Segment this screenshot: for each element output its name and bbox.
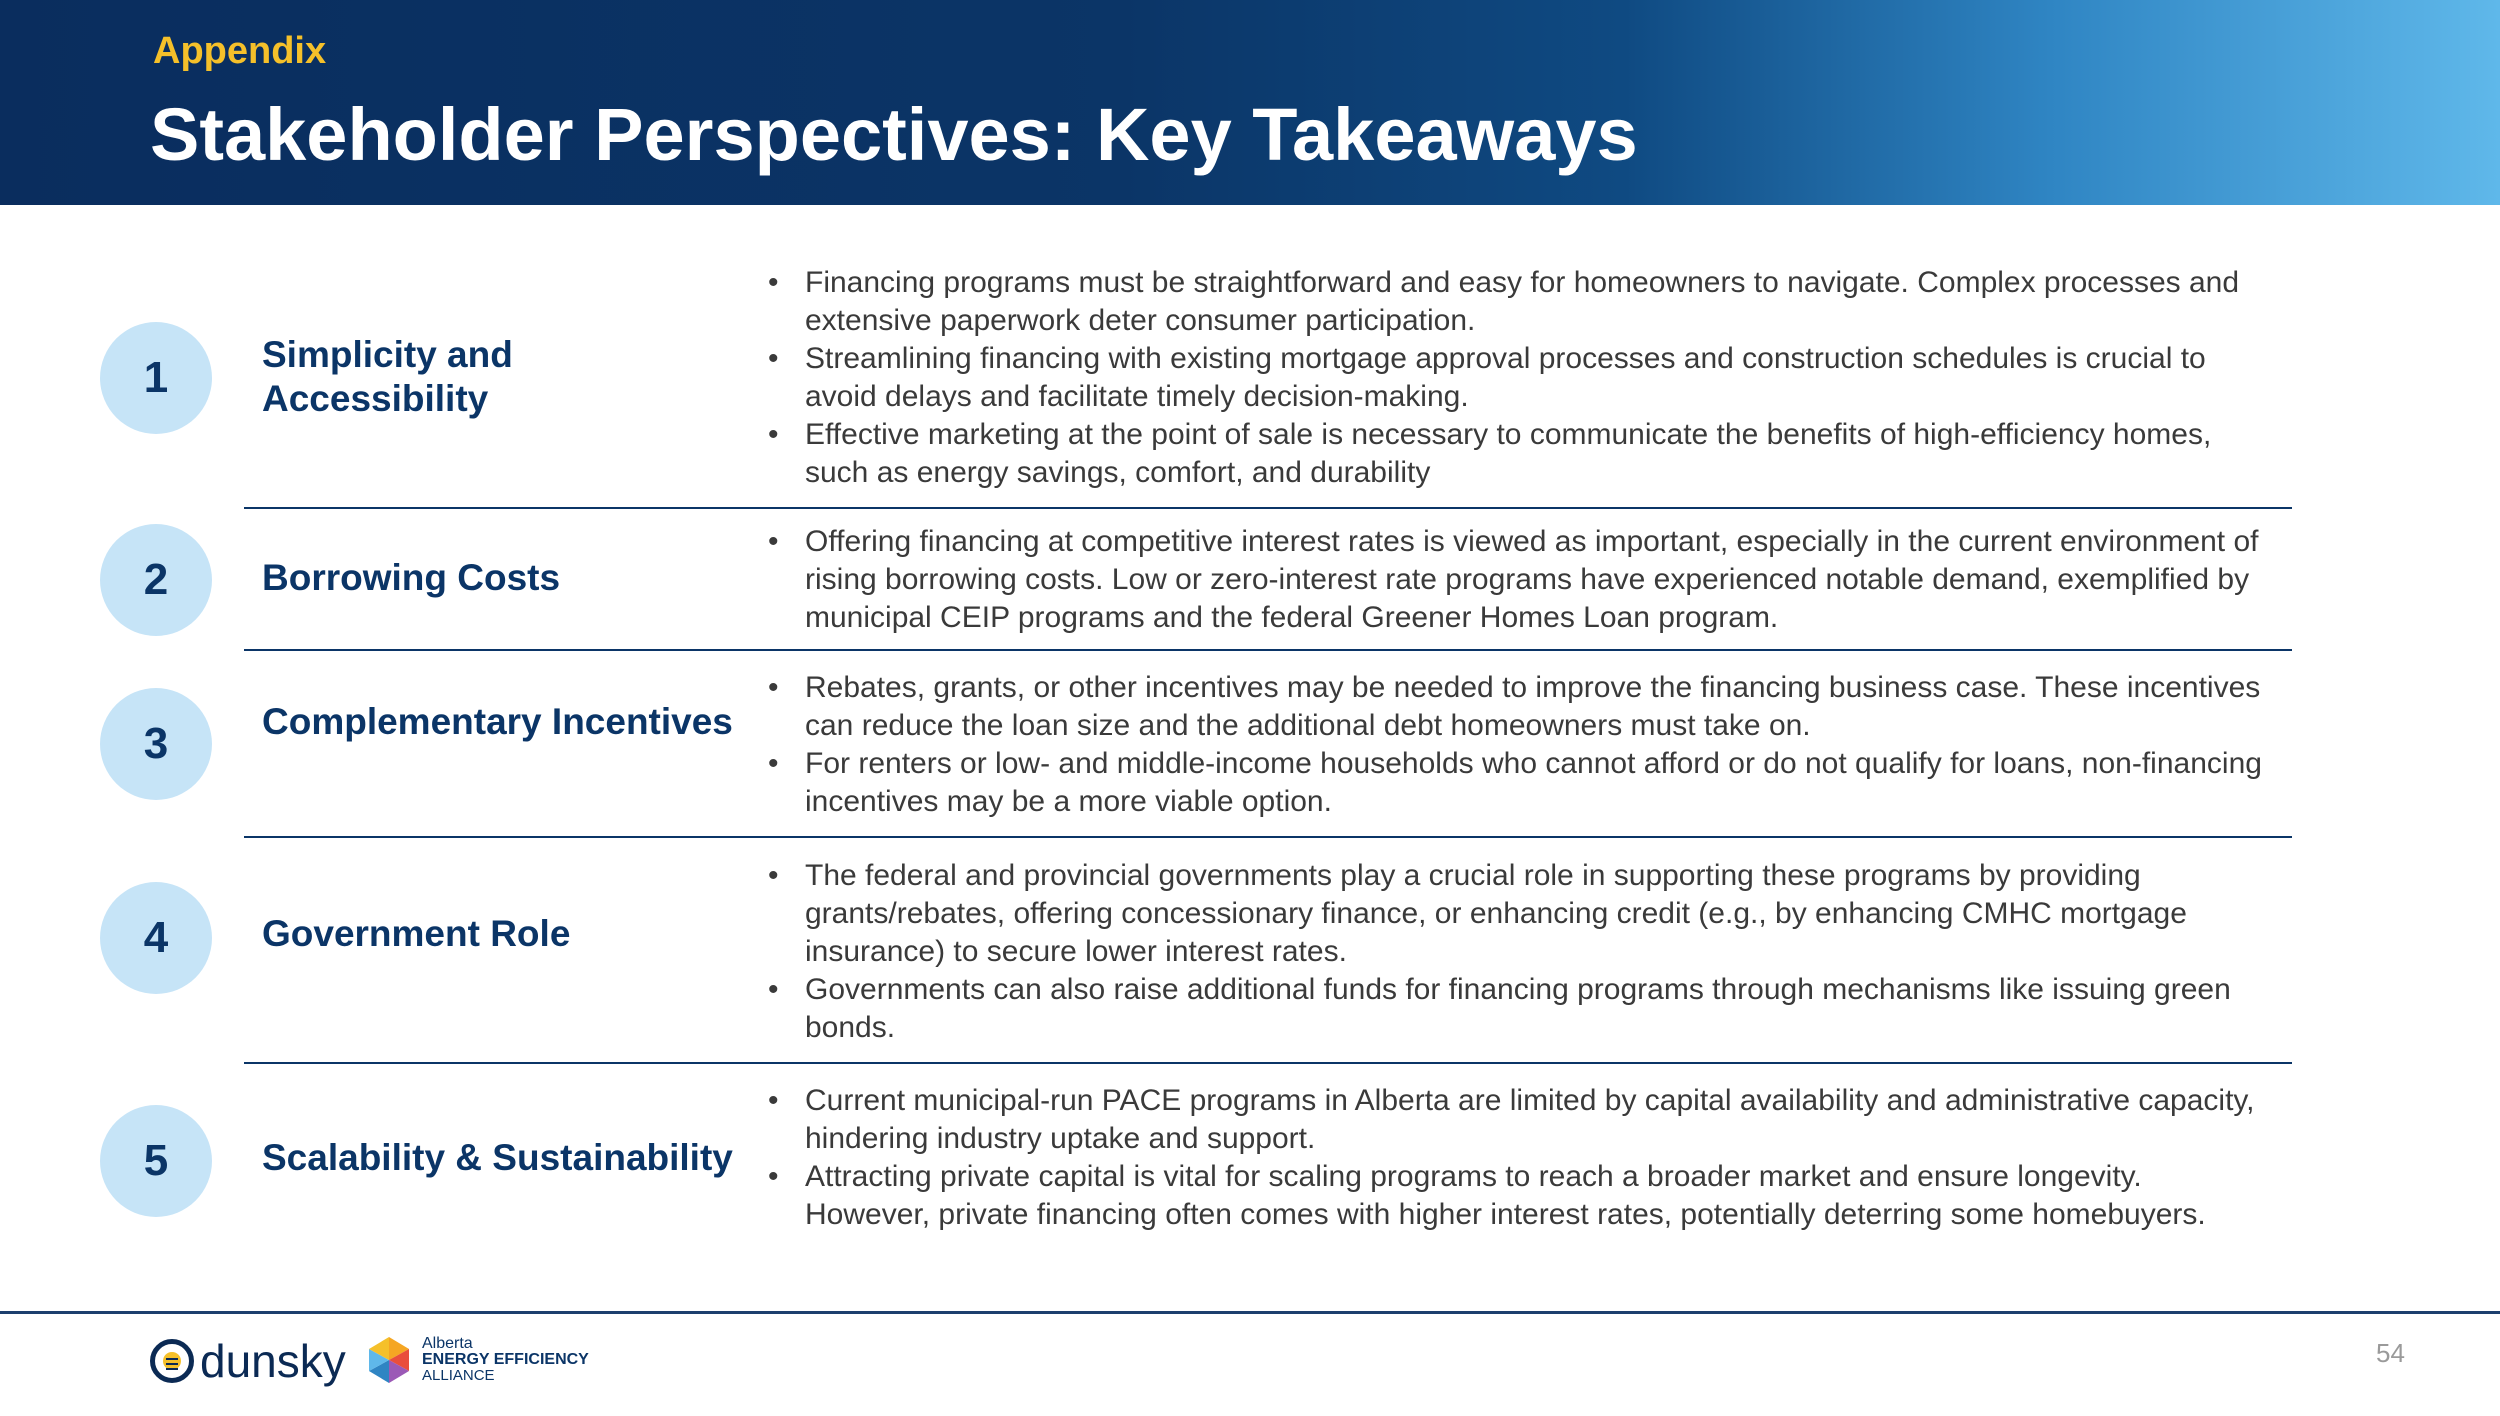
row-divider <box>244 649 2292 651</box>
dunsky-logo-icon <box>150 1339 194 1383</box>
number-badge: 4 <box>100 882 212 994</box>
aeea-logo-icon <box>364 1335 414 1385</box>
number-badge: 2 <box>100 524 212 636</box>
aeea-logo-line-3: ALLIANCE <box>422 1367 495 1384</box>
aeea-logo-line-2: ENERGY EFFICIENCY <box>422 1351 589 1368</box>
bullet-item: • Streamlining financing with existing mortgage approval processes and construction schedules is crucial to avoid delays and facilitate timely decision-making. <box>768 340 2268 416</box>
row-title: Government Role <box>262 913 571 954</box>
row-divider <box>244 1062 2292 1064</box>
row-title: Simplicity and Accessibility <box>262 334 513 419</box>
bullet-list <box>768 669 2268 821</box>
number-badge: 1 <box>100 322 212 434</box>
number-badge: 3 <box>100 688 212 800</box>
bullet-list <box>768 1082 2268 1234</box>
bullet-item: • Current municipal-run PACE programs in Alberta are limited by capital availability and administrative capacity, hindering industry uptake and support. <box>768 1082 2268 1158</box>
bullet-item: • Attracting private capital is vital for scaling programs to reach a broader market and ensure longevity. However, private financing often comes with higher interest rates, potentially deterring some homebuyers. <box>768 1158 2268 1234</box>
dunsky-logo-text: dunsky <box>200 1335 346 1387</box>
bullet-item: • Rebates, grants, or other incentives may be needed to improve the financing business case. These incentives can reduce the loan size and the additional debt homeowners must take on. <box>768 669 2268 745</box>
bullet-list <box>768 523 2268 637</box>
bullet-item: • Governments can also raise additional funds for financing programs through mechanisms like issuing green bonds. <box>768 971 2268 1047</box>
aeea-logo-line-1: Alberta <box>422 1335 473 1352</box>
page-number: 54 <box>2376 1338 2405 1368</box>
bullet-item: • The federal and provincial governments play a crucial role in supporting these programs by providing grants/rebates, offering concessionary finance, or enhancing credit (e.g., by enhancing CMHC mortgage insurance) to secure lower interest rates. <box>768 857 2268 971</box>
aeea-logo <box>364 1328 589 1392</box>
bullet-item: • Financing programs must be straightforward and easy for homeowners to navigate. Complex processes and extensive paperwork deter consumer participation. <box>768 264 2268 340</box>
page-title: Stakeholder Perspectives: Key Takeaways <box>150 93 1638 176</box>
row-divider <box>244 507 2292 509</box>
footer-divider <box>0 1311 2500 1314</box>
bullet-item: • For renters or low- and middle-income households who cannot afford or do not qualify for loans, non-financing incentives may be a more viable option. <box>768 745 2268 821</box>
row-divider <box>244 836 2292 838</box>
number-badge: 5 <box>100 1105 212 1217</box>
row-title: Complementary Incentives <box>262 701 733 742</box>
bullet-item: • Offering financing at competitive interest rates is viewed as important, especially in the current environment of rising borrowing costs. Low or zero-interest rate programs have experienced notable demand, exemplified by municipal CEIP programs and the federal Greener Homes Loan program. <box>768 523 2268 637</box>
row-title: Borrowing Costs <box>262 557 561 598</box>
header-banner <box>0 0 2500 205</box>
bullet-list <box>768 857 2268 1047</box>
bullet-item: • Effective marketing at the point of sale is necessary to communicate the benefits of high-efficiency homes, such as energy savings, comfort, and durability <box>768 416 2268 492</box>
dunsky-logo <box>150 1333 346 1389</box>
row-title: Scalability & Sustainability <box>262 1137 733 1178</box>
section-label: Appendix <box>153 30 327 72</box>
bullet-list <box>768 264 2268 492</box>
